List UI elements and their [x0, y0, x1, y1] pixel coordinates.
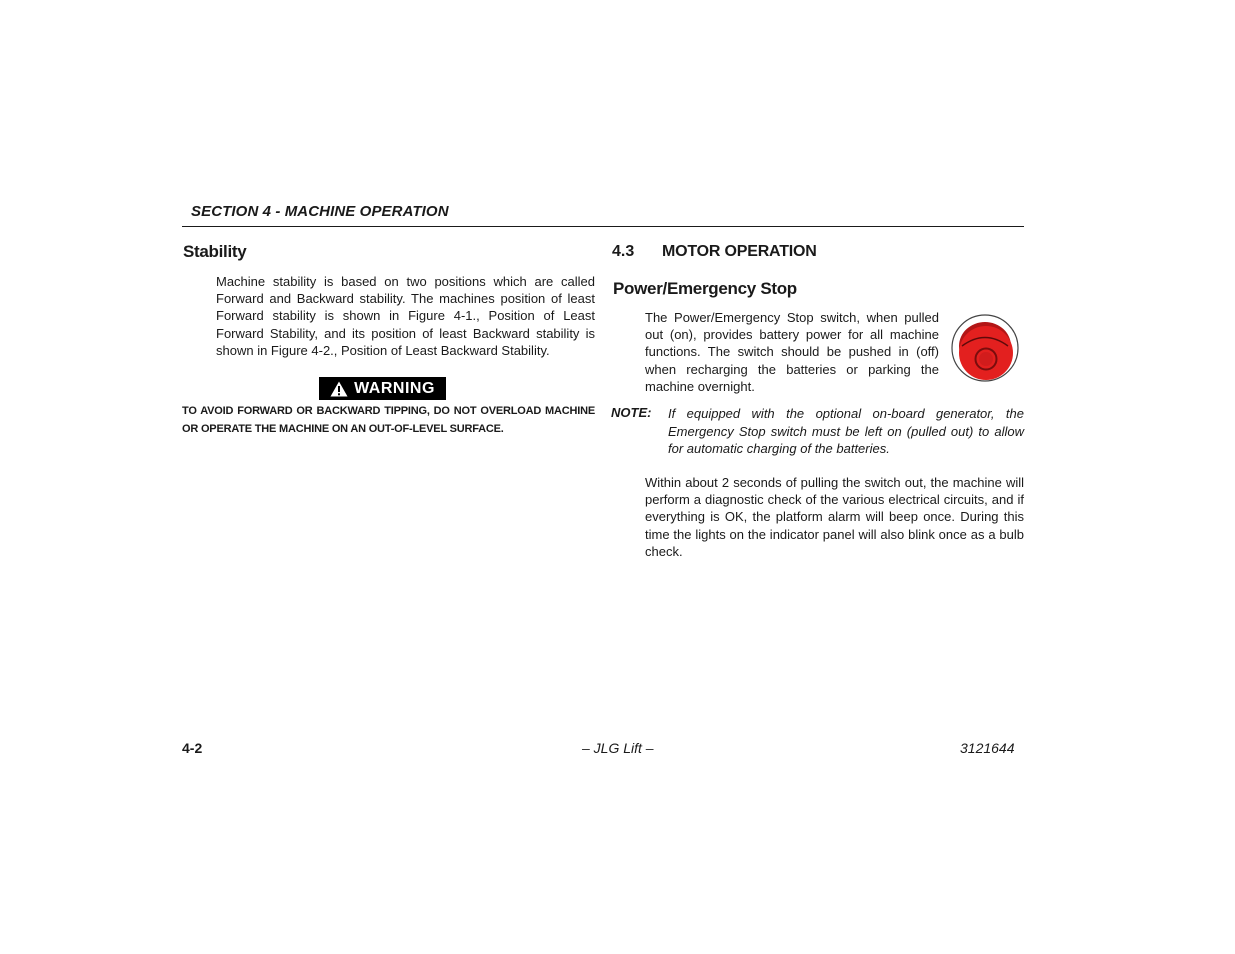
stability-paragraph: Machine stability is based on two positions which are called Forward and Backward stability. The machines position of least Forward stability is shown in Figure 4-1., Position of Least Forward Stability, and its position of least Backward stability is shown in Figure 4-2., Position of Least Backward Stability.	[216, 274, 595, 358]
note-label: NOTE:	[611, 405, 652, 420]
section-number: 4.3	[612, 243, 635, 260]
warning-triangle-icon	[330, 381, 348, 397]
footer-page-number: 4-2	[182, 740, 203, 756]
emergency-stop-button-icon	[948, 313, 1020, 383]
section-title: MOTOR OPERATION	[662, 243, 817, 260]
power-stop-heading: Power/Emergency Stop	[613, 279, 797, 298]
warning-label: WARNING	[354, 379, 435, 397]
footer-doc-number: 3121644	[960, 740, 1015, 756]
power-stop-paragraph: The Power/Emergency Stop switch, when pulled out (on), provides battery power for all machine functions. The switch should be pushed in (off) when recharging the batteries or parking the machine overnight.	[645, 310, 939, 394]
footer-title: – JLG Lift –	[582, 740, 654, 756]
header-rule	[182, 226, 1024, 227]
warning-text: TO AVOID FORWARD OR BACKWARD TIPPING, DO NOT OVERLOAD MACHINE OR OPERATE THE MACHINE ON AN OUT-OF-LEVEL SURFACE.	[182, 405, 595, 435]
section-header: SECTION 4 - MACHINE OPERATION	[191, 203, 449, 220]
diagnostic-paragraph: Within about 2 seconds of pulling the switch out, the machine will perform a diagnostic check of the various electrical circuits, and if everything is OK, the platform alarm will beep once. During this time the lights on the indicator panel will also blink once as a bulb check.	[645, 475, 1024, 559]
stability-heading: Stability	[183, 242, 247, 261]
warning-badge	[319, 377, 446, 400]
note-text: If equipped with the optional on-board generator, the Emergency Stop switch must be left on (pulled out) to allow for automatic charging of the batteries.	[668, 406, 1024, 456]
